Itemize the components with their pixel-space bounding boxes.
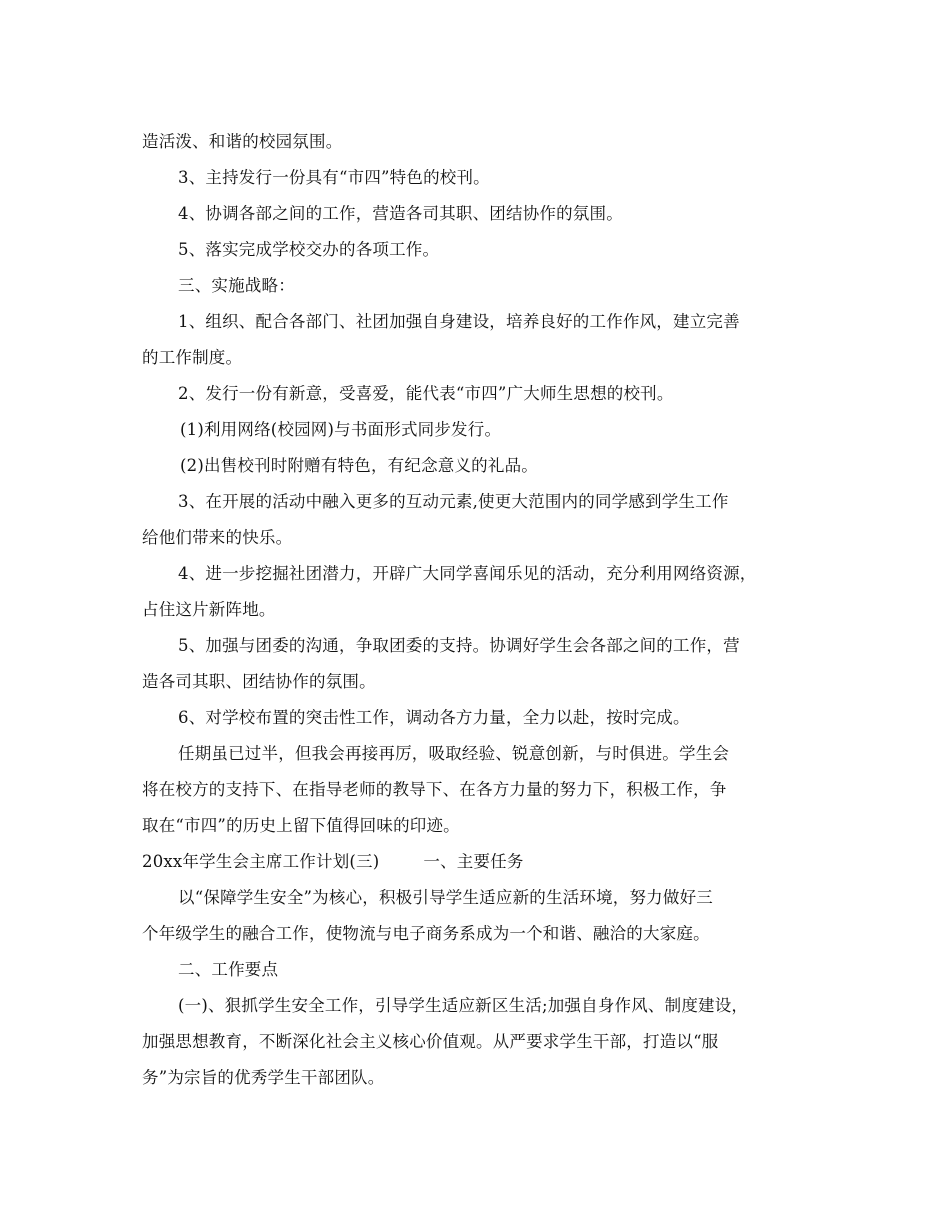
section-heading: 二、工作要点	[178, 960, 279, 979]
plan-heading-line	[142, 844, 822, 880]
text-line: 4、协调各部之间的工作，营造各司其职、团结协作的氛围。	[178, 204, 623, 223]
text-line: 造各司其职、团结协作的氛围。	[142, 672, 376, 691]
text-line: (一)、狠抓学生安全工作，引导学生适应新区生活;加强自身作风、制度建设，	[178, 996, 749, 1015]
text-line: 3、主持发行一份具有“市四”特色的校刊。	[178, 168, 490, 187]
section-heading: 三、实施战略：	[178, 276, 295, 295]
text-line: 3、在开展的活动中融入更多的互动元素,使更大范围内的同学感到学生工作	[178, 492, 729, 511]
text-line: 占住这片新阵地。	[142, 600, 276, 619]
text-line: 造活泼、和谐的校园氛围。	[142, 132, 343, 151]
plan-title: 20xx年学生会主席工作计划(三)	[142, 852, 380, 871]
text-line: 个年级学生的融合工作，使物流与电子商务系成为一个和谐、融洽的大家庭。	[142, 924, 710, 943]
text-line: 5、加强与团委的沟通，争取团委的支持。协调好学生会各部之间的工作，营	[178, 636, 740, 655]
text-line: 给他们带来的快乐。	[142, 528, 293, 547]
text-line: 2、发行一份有新意，受喜爱，能代表“市四”广大师生思想的校刊。	[178, 384, 674, 403]
text-line: (2)出售校刊时附赠有特色，有纪念意义的礼品。	[180, 456, 538, 475]
text-line: 任期虽已过半，但我会再接再厉，吸取经验、锐意创新，与时俱进。学生会	[178, 744, 730, 763]
document-body	[142, 124, 822, 1096]
plan-section-heading: 一、主要任务	[423, 852, 524, 871]
text-line: 4、进一步挖掘社团潜力，开辟广大同学喜闻乐见的活动，充分利用网络资源，	[178, 564, 757, 583]
text-line: 6、对学校布置的突击性工作，调动各方力量，全力以赴，按时完成。	[178, 708, 690, 727]
text-line: 1、组织、配合各部门、社团加强自身建设，培养良好的工作作风，建立完善	[178, 312, 740, 331]
text-line: 务”为宗旨的优秀学生干部团队。	[142, 1068, 385, 1087]
text-line: 将在校方的支持下、在指导老师的教导下、在各方力量的努力下，积极工作，争	[142, 780, 727, 799]
text-line: 的工作制度。	[142, 348, 243, 367]
text-line: 加强思想教育，不断深化社会主义核心价值观。从严要求学生干部，打造以“服	[142, 1032, 719, 1051]
text-line: 取在“市四”的历史上留下值得回味的印迹。	[142, 816, 460, 835]
text-line: (1)利用网络(校园网)与书面形式同步发行。	[180, 420, 502, 439]
text-line: 5、落实完成学校交办的各项工作。	[178, 240, 440, 259]
text-line: 以“保障学生安全”为核心，积极引导学生适应新的生活环境，努力做好三	[178, 888, 713, 907]
